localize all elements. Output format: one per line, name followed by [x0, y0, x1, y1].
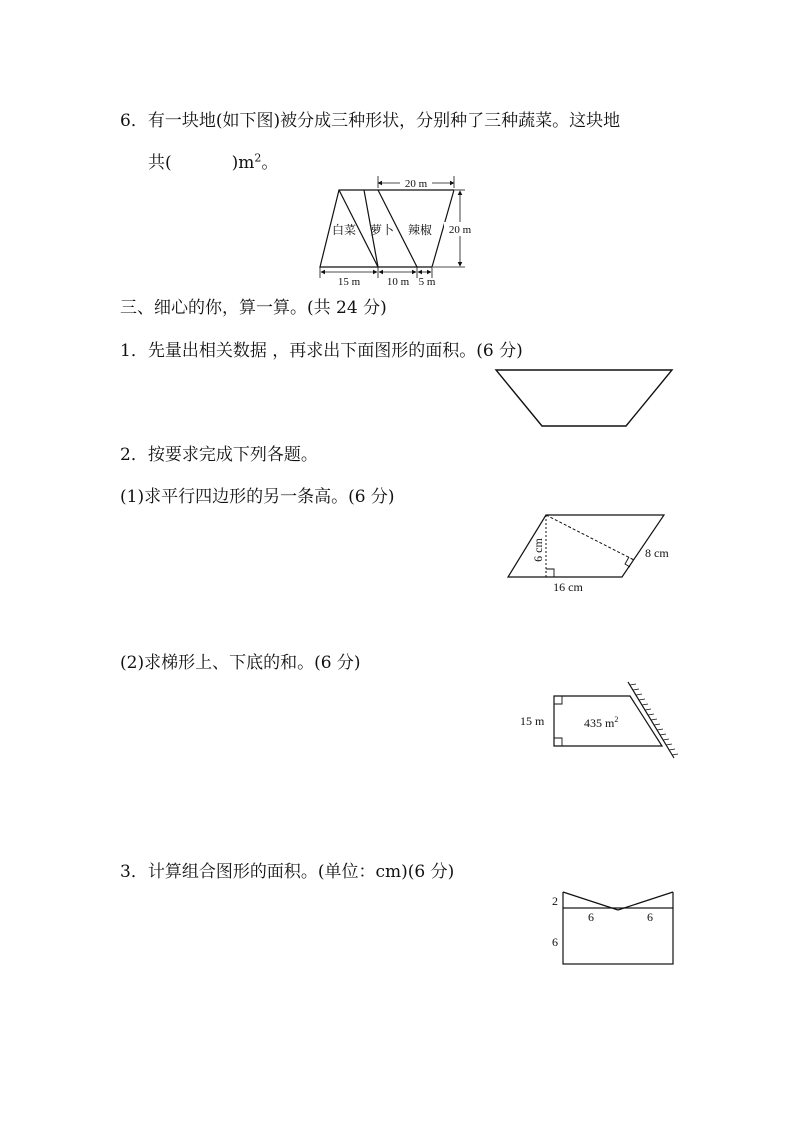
p2-height-label: 6 cm	[531, 538, 545, 562]
p2-text: 按要求完成下列各题。	[147, 445, 318, 465]
p1-text: 先量出相关数据 ，再求出下面图形的面积。(6 分)	[147, 341, 523, 361]
p2-trap-height-label: 15 m	[520, 714, 545, 728]
q6-field-figure	[316, 172, 480, 290]
p2-sub1: (1)求平行四边形的另一条高。(6 分)	[120, 487, 395, 507]
q6-line2	[148, 148, 278, 173]
p1-line	[120, 336, 523, 361]
p2-right-angle-mark-1	[546, 569, 554, 577]
p3-triangle-right-slope	[618, 892, 673, 910]
q6-blank-prefix: 共(	[148, 153, 172, 173]
p2-hatching	[630, 684, 678, 755]
q6-region-pepper: 辣椒	[407, 223, 433, 237]
p2-other-height-line	[546, 515, 634, 560]
p2-sub2: (2)求梯形上、下底的和。(6 分)	[120, 653, 361, 673]
p3-left-base-label: 6	[588, 910, 594, 924]
p3-rectangle	[563, 908, 673, 964]
p1-trapezoid	[496, 370, 672, 426]
p2-right-angle-top	[554, 696, 562, 704]
p1-number: 1．	[120, 341, 148, 361]
p2-parallelogram-figure	[504, 510, 680, 598]
p2-trapezoid-figure	[518, 678, 680, 762]
q6-bottom-left-label: 15 m	[337, 276, 361, 288]
q6-superscript: 2	[254, 151, 262, 165]
q6-line1	[120, 106, 620, 131]
p3-line	[120, 857, 454, 882]
p2-trap-area-label: 435 $m^2$	[584, 715, 619, 730]
q6-region-cabbage: 白菜	[331, 223, 357, 237]
p3-triangle-left-slope	[563, 892, 618, 910]
p3-right-base-label: 6	[647, 910, 653, 924]
q6-text: 有一块地(如下图)被分成三种形状，分别种了三种蔬菜。这块地	[147, 111, 621, 131]
p1-trapezoid-figure	[492, 366, 676, 430]
p3-text: 计算组合图形的面积。(单位：cm)(6 分)	[147, 862, 455, 882]
p3-triangle-height-label: 2	[552, 894, 558, 908]
p2-number: 2．	[120, 445, 148, 465]
q6-blank-suffix: )m	[231, 153, 255, 173]
p2-line	[120, 440, 318, 465]
p2-base-label: 16 cm	[553, 580, 583, 594]
q6-bottom-right-label: 5 m	[418, 276, 436, 288]
q6-bottom-mid-label: 10 m	[386, 276, 410, 288]
p3-composite-figure	[546, 884, 678, 970]
p2-right-angle-bottom	[554, 738, 562, 746]
q6-number: 6．	[120, 111, 148, 131]
p3-number: 3．	[120, 862, 148, 882]
q6-region-radish: 萝卜	[369, 223, 395, 237]
p3-rect-height-label: 6	[552, 935, 558, 949]
p2-side-label: 8 cm	[645, 546, 669, 560]
section3-title: 三、细心的你，算一算。(共 24 分)	[120, 298, 387, 318]
q6-top-width-label: 20 m	[404, 178, 428, 190]
q6-end: 。	[261, 153, 279, 173]
q6-height-label: 20 m	[448, 224, 472, 236]
